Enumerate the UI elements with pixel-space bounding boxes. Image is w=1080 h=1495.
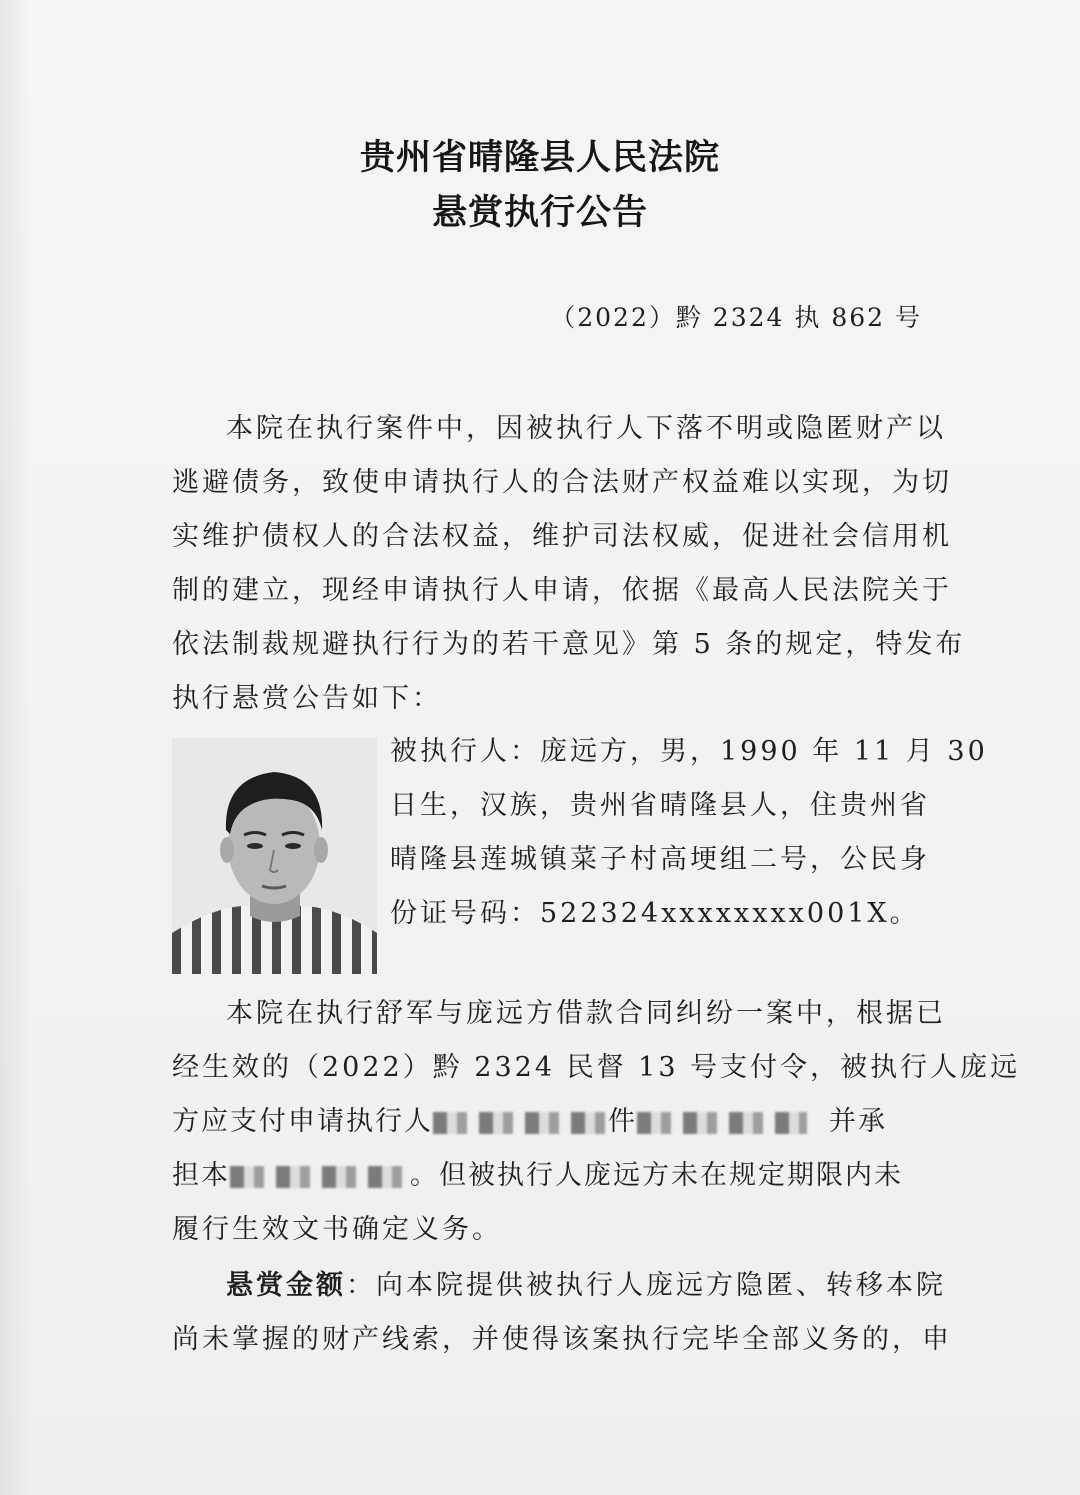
case-line: 本院在执行舒军与庞远方借款合同纠纷一案中，根据已 [226,998,946,1029]
redacted-block [433,1112,608,1134]
respondent-line: 晴隆县莲城镇菜子村高埂组二号，公民身 [390,844,930,875]
reward-line: 尚未掌握的财产线索，并使得该案执行完毕全部义务的，申 [172,1324,952,1355]
case-number: （2022）黔 2324 执 862 号 [550,303,922,332]
reward-text: ：向本院提供被执行人庞远方隐匿、转移本院 [346,1270,946,1301]
intro-line: 执行悬赏公告如下： [172,683,442,714]
respondent-line: 份证号码：522324xxxxxxxx001X。 [390,898,920,929]
case-text: 。但被执行人庞远方未在规定期限内未 [410,1160,903,1191]
case-line: 履行生效文书确定义务。 [172,1214,502,1245]
intro-line: 依法制裁规避执行行为的若干意见》第 5 条的规定，特发布 [172,629,966,660]
respondent-line: 日生，汉族，贵州省晴隆县人，住贵州省 [390,790,930,821]
case-line: 经生效的（2022）黔 2324 民督 13 号支付令，被执行人庞远 [172,1052,1021,1083]
person-portrait-icon [172,738,377,974]
intro-line: 逃避债务，致使申请执行人的合法财产权益难以实现，为切 [172,467,952,498]
case-text: 并承 [829,1106,887,1137]
notice-title: 悬赏执行公告 [431,193,648,233]
case-text: 担本 [172,1160,230,1191]
redacted-block [637,1112,807,1134]
case-line-redacted [172,1102,930,1142]
case-text: 件 [608,1106,637,1137]
respondent-line: 被执行人：庞远方，男，1990 年 11 月 30 [390,736,988,767]
case-line-redacted [172,1156,930,1196]
case-text: 方应支付申请执行人 [172,1106,433,1137]
intro-line: 制的建立，现经申请执行人申请，依据《最高人民法院关于 [172,575,952,606]
intro-line: 本院在执行案件中，因被执行人下落不明或隐匿财产以 [226,413,946,444]
respondent-photo [172,738,377,974]
intro-line: 实维护债权人的合法权益，维护司法权威，促进社会信用机 [172,521,952,552]
reward-line [226,1266,946,1306]
redacted-block [230,1166,410,1188]
reward-label: 悬赏金额 [226,1270,346,1301]
court-name: 贵州省晴隆县人民法院 [359,138,720,178]
